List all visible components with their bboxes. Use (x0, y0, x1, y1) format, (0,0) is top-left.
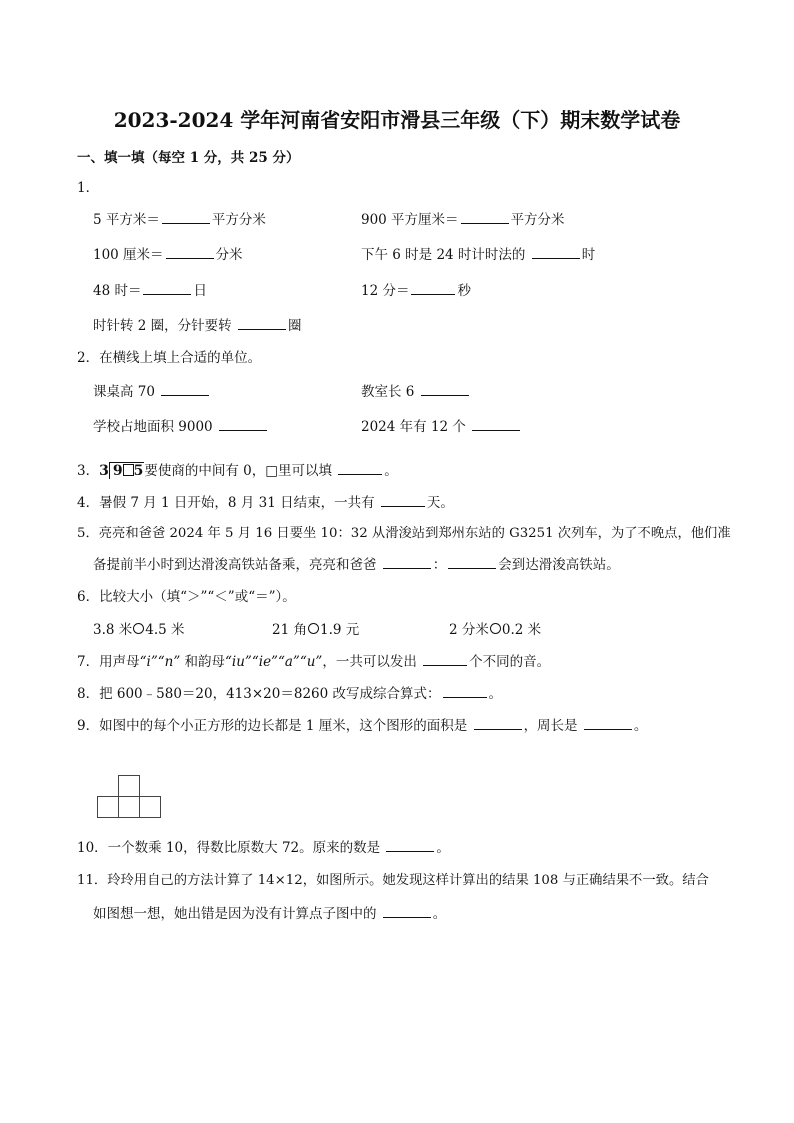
question-11-line1: 11．玲玲用自己的方法计算了 14×12，如图所示。她发现这样计算出的结果 108 与正确结果不一致。结合 (77, 873, 709, 888)
q1-item-g: 时针转 2 圈，分针要转 圈 (93, 314, 301, 334)
question-5-line1: 5．亮亮和爸爸 2024 年 5 月 16 日要坐 10：32 从滑浚站到郑州东站的 G3251 次列车，为了不晚点，他们准 (77, 526, 731, 541)
long-division-symbol: 3 9 5 (99, 463, 144, 479)
answer-blank[interactable] (461, 210, 509, 225)
page-title: 2023-2024 学年河南省安阳市滑县三年级（下）期末数学试卷 (113, 108, 681, 132)
answer-blank[interactable] (448, 555, 496, 570)
question-3: 3．3 9 5要使商的中间有 0，□里可以填 。 (77, 459, 398, 479)
compare-circle[interactable] (490, 623, 501, 634)
answer-blank[interactable] (219, 417, 267, 432)
compare-circle[interactable] (308, 623, 319, 634)
question-2-text: 2．在横线上填上合适的单位。 (77, 350, 262, 366)
compare-circle[interactable] (133, 623, 144, 634)
answer-blank[interactable] (421, 382, 469, 397)
q1-item-c: 100 厘米＝ 分米 (93, 243, 243, 263)
question-5-line2: 备提前半小时到达滑浚高铁站备乘，亮亮和爸爸 ： 会到达滑浚高铁站。 (93, 553, 620, 573)
answer-blank[interactable] (166, 245, 214, 260)
question-8: 8．把 600﹣580＝20，413×20＝8260 改写成综合算式： 。 (77, 682, 502, 702)
answer-blank[interactable] (472, 417, 520, 432)
square-grid-figure (96, 774, 166, 820)
question-1-number: 1． (77, 180, 100, 196)
question-7: 7．用声母“i”“n” 和韵母“iu”“ie”“a”“u”，一共可以发出 个不同的音。 (77, 650, 550, 670)
q6-item-b: 21 角 1.9 元 (272, 622, 360, 638)
q2-item-d: 2024 年有 12 个 (361, 415, 522, 435)
section-heading: 一、填一填（每空 1 分，共 25 分） (77, 150, 300, 166)
answer-blank[interactable] (423, 652, 467, 667)
q1-item-a: 5 平方米＝ 平方分米 (93, 208, 266, 228)
q1-item-b: 900 平方厘米＝ 平方分米 (361, 208, 565, 228)
answer-blank[interactable] (338, 461, 382, 476)
answer-blank[interactable] (386, 838, 434, 853)
answer-blank[interactable] (411, 281, 455, 296)
answer-blank[interactable] (532, 245, 580, 260)
q1-item-f: 12 分＝ 秒 (361, 279, 471, 299)
answer-blank[interactable] (162, 210, 210, 225)
answer-blank[interactable] (143, 281, 191, 296)
q1-item-d: 下午 6 时是 24 时计时法的 时 (361, 243, 595, 263)
question-9: 9．如图中的每个小正方形的边长都是 1 厘米，这个图形的面积是 ，周长是 。 (77, 714, 647, 734)
q6-item-a: 3.8 米 4.5 米 (93, 622, 185, 638)
answer-blank[interactable] (443, 684, 487, 699)
question-11-line2: 如图想一想，她出错是因为没有计算点子图中的 。 (93, 902, 446, 922)
answer-blank[interactable] (474, 716, 522, 731)
answer-blank[interactable] (161, 382, 209, 397)
answer-blank[interactable] (383, 904, 431, 919)
blank-square-icon (123, 464, 134, 476)
question-4: 4．暑假 7 月 1 日开始，8 月 31 日结束，一共有 天。 (77, 491, 454, 511)
q1-item-e: 48 时＝ 日 (93, 279, 207, 299)
q2-item-a: 课桌高 70 (93, 380, 211, 400)
question-6-text: 6．比较大小（填“＞”“＜”或“＝”）。 (77, 589, 296, 605)
answer-blank[interactable] (381, 493, 425, 508)
answer-blank[interactable] (238, 316, 286, 331)
question-10: 10．一个数乘 10，得数比原数大 72。原来的数是 。 (77, 836, 450, 856)
answer-blank[interactable] (584, 716, 632, 731)
answer-blank[interactable] (383, 555, 431, 570)
q2-item-c: 学校占地面积 9000 (93, 415, 269, 435)
q6-item-c: 2 分米 0.2 米 (449, 622, 542, 638)
q2-item-b: 教室长 6 (361, 380, 471, 400)
